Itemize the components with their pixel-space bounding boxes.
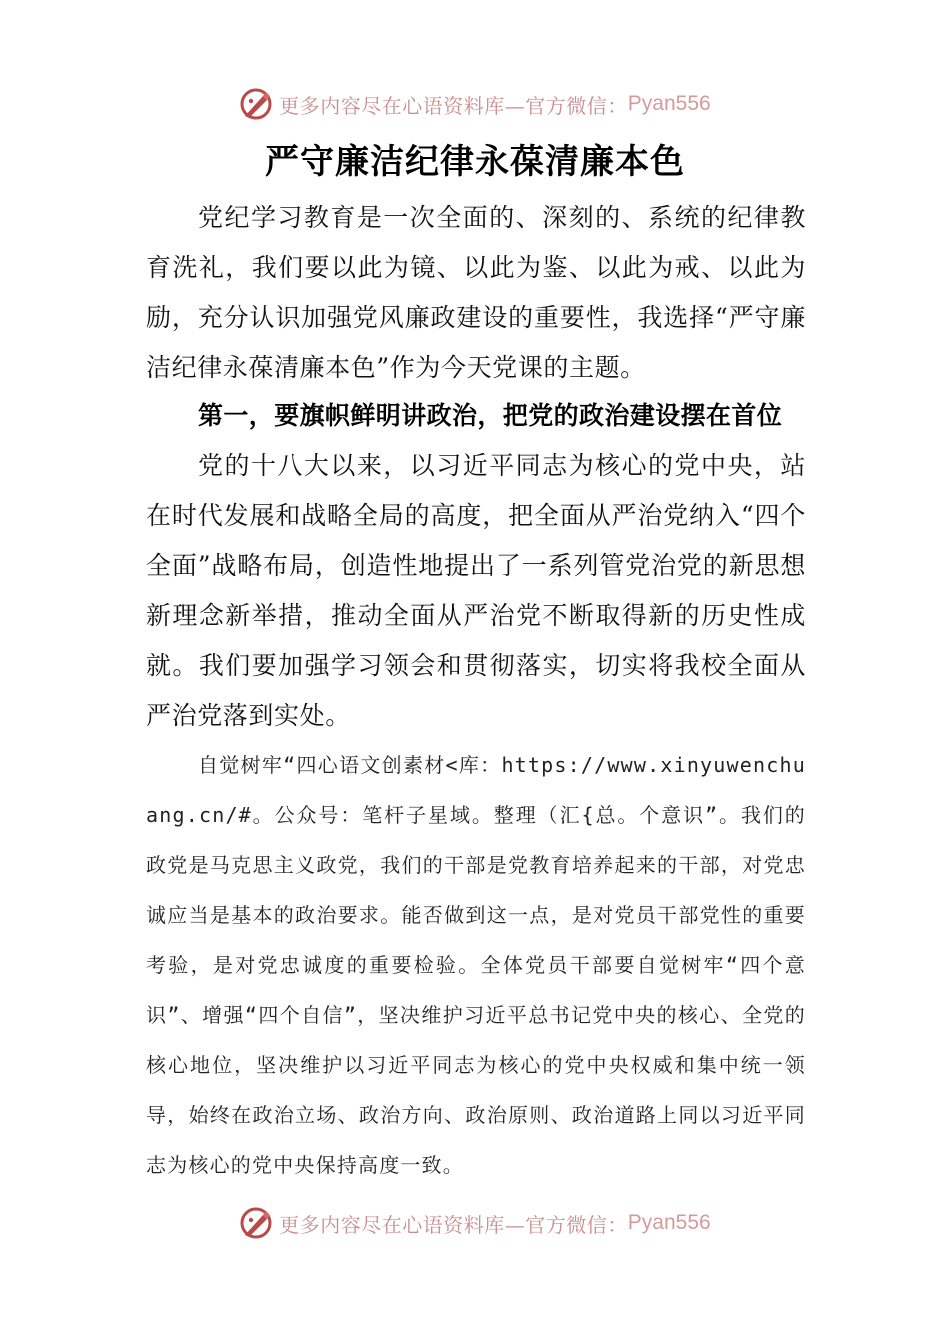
section1-para1-block <box>146 441 806 741</box>
section1-paragraph-2: 自觉树牢“四心语文创素材<库：https://www.xinyuwenchuang.cn/#。公众号：笔杆子星域。整理（汇{总。个意识”。我们的政党是马克思主义政党，我们的干部是党教育培养起来的干部，对党忠诚应当是基本的政治要求。能否做到这一点，是对党员干部党性的重要考验，是对党忠诚度的重要检验。全体党员干部要自觉树牢“四个意识”、增强“四个自信”，坚决维护习近平总书记党中央的核心、全党的核心地位，坚决维护以习近平同志为核心的党中央权威和集中统一领导，始终在政治立场、政治方向、政治原则、政治道路上同以习近平同志为核心的党中央保持高度一致。 <box>146 753 806 1177</box>
pen-logo-icon <box>239 1206 273 1240</box>
section1-heading-block <box>146 391 806 441</box>
section1-heading: 第一，要旗帜鲜明讲政治，把党的政治建设摆在首位 <box>198 401 783 430</box>
section1-para2-block <box>146 740 806 1190</box>
banner-wechat-id: Pyan556 <box>627 92 711 115</box>
document-title: 严守廉洁纪律永葆清廉本色 <box>265 142 685 182</box>
intro-paragraph: 党纪学习教育是一次全面的、深刻的、系统的纪律教育洗礼，我们要以此为镜、以此为鉴、以此为戒、以此为励，充分认识加强党风廉政建设的重要性，我选择“严守廉洁纪律永葆清廉本色”作为今天党课的主题。 <box>146 203 806 382</box>
banner-text: 更多内容尽在心语资料库—官方微信： <box>279 93 628 118</box>
banner-wechat-id: Pyan556 <box>627 1211 711 1234</box>
intro-block <box>146 193 806 393</box>
banner-text: 更多内容尽在心语资料库—官方微信： <box>279 1212 628 1237</box>
pen-logo-icon <box>239 87 273 121</box>
header-banner <box>0 82 950 126</box>
footer-banner <box>0 1201 950 1245</box>
section1-paragraph-1: 党的十八大以来，以习近平同志为核心的党中央，站在时代发展和战略全局的高度，把全面从严治党纳入“四个全面”战略布局，创造性地提出了一系列管党治党的新思想新理念新举措，推动全面从严治党不断取得新的历史性成就。我们要加强学习领会和贯彻落实，切实将我校全面从严治党落到实处。 <box>146 451 806 730</box>
